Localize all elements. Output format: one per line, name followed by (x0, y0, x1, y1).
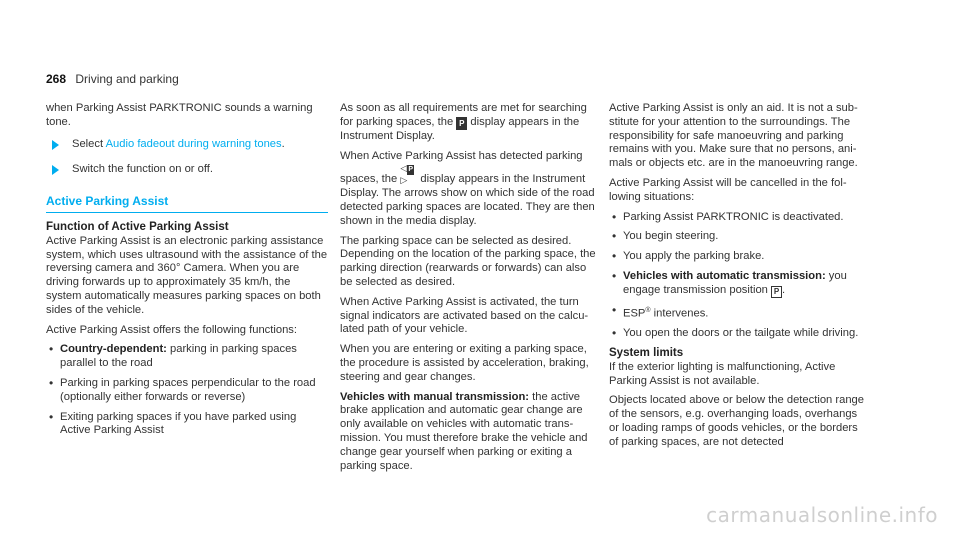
page-title: Driving and parking (75, 72, 179, 86)
list-item: • Country-dependent: parking in parking spaces parallel to the road (46, 343, 328, 371)
list-item: • Parking Assist PARKTRONIC is deactivated. (609, 211, 869, 225)
column-middle (340, 102, 600, 479)
intro-text: when Parking Assist PARKTRONIC sounds a warning tone. (46, 102, 313, 128)
section-title: Active Parking Assist (46, 195, 328, 213)
menu-link-audio-fadeout[interactable]: Audio fadeout during warning tones (105, 137, 282, 150)
watermark: carmanualsonline.info (706, 503, 938, 527)
paragraph: Active Parking Assist will be cancelled in the following situations: (609, 176, 847, 203)
step-select: Select Audio fadeout during warning tones. (46, 138, 328, 152)
transmission-p-icon: P (771, 286, 782, 298)
subsection-heading: Function of Active Parking Assist (46, 220, 229, 233)
page-header (46, 72, 179, 86)
list-item: • ESP® intervenes. (609, 304, 869, 322)
paragraph: When you are entering or exiting a parking space, the procedure is assisted by acceleration, braking, steering and gear changes. (340, 343, 589, 383)
column-left (46, 102, 328, 444)
parking-display-icon: P (456, 117, 467, 130)
column-right (609, 102, 869, 456)
paragraph: Vehicles with manual transmission: the active brake application and automatic gear change are only available on vehicles with automatic transmission. You must therefore brake the vehicle and change gear yourself when parking or exiting a parking space. (340, 390, 588, 472)
list-item: • You begin steering. (609, 230, 869, 244)
paragraph: Active Parking Assist offers the following functions: (46, 323, 298, 336)
paragraph: Active Parking Assist is an electronic parking assistance system, which uses ultrasound with the assistance of the reversing camera and 360° Camera. When you are driving forwards up to approximately 35 km/h, the system automatically measures parking spaces on both sides of the vehicle. (46, 234, 328, 316)
paragraph: The parking space can be selected as desired. Depending on the location of the parking space, the parking direction (rearwards or forwards) can also be selected as desired. (340, 234, 596, 288)
list-item: • Parking in parking spaces perpendicular to the road (optionally either forwards or reverse) (46, 377, 328, 405)
paragraph: When Active Parking Assist has detected parking spaces, the ◁P▷ display appears in the Instrument Display. The arrows show on which side of the road detected parking spaces are located. They are then shown in the media display. (340, 149, 595, 227)
paragraph: When Active Parking Assist is activated, the turn signal indicators are activated based on the calculated path of your vehicle. (340, 295, 589, 336)
page-number: 268 (46, 72, 67, 86)
paragraph: Objects located above or below the detection range of the sensors, e.g. overhanging loads, overhangs or loading ramps of goods vehicles, or the borders of parking spaces, are not detected (609, 394, 864, 448)
step-arrow-icon (52, 165, 59, 175)
paragraph: Active Parking Assist is only an aid. It is not a substitute for your attention to the surroundings. The responsibility for safe manoeuvring and parking remains with you. Make sure that no persons, animals or objects etc. are in the manoeuvring range. (609, 102, 858, 170)
step-switch: Switch the function on or off. (46, 163, 328, 177)
paragraph: As soon as all requirements are met for searching for parking spaces, the P display appears in the Instrument Display. (340, 102, 587, 142)
paragraph: If the exterior lighting is malfunctioning, Active Parking Assist is not available. (609, 360, 836, 387)
list-item: • Exiting parking spaces if you have parked using Active Parking Assist (46, 411, 328, 439)
parking-space-detected-icon: ◁P▷ (400, 163, 414, 186)
list-item: • You apply the parking brake. (609, 250, 869, 264)
list-item: • You open the doors or the tailgate while driving. (609, 327, 869, 341)
list-item: • Vehicles with automatic transmission: you engage transmission position P . (609, 270, 869, 298)
step-arrow-icon (52, 140, 59, 150)
subsection-heading: System limits (609, 347, 684, 360)
